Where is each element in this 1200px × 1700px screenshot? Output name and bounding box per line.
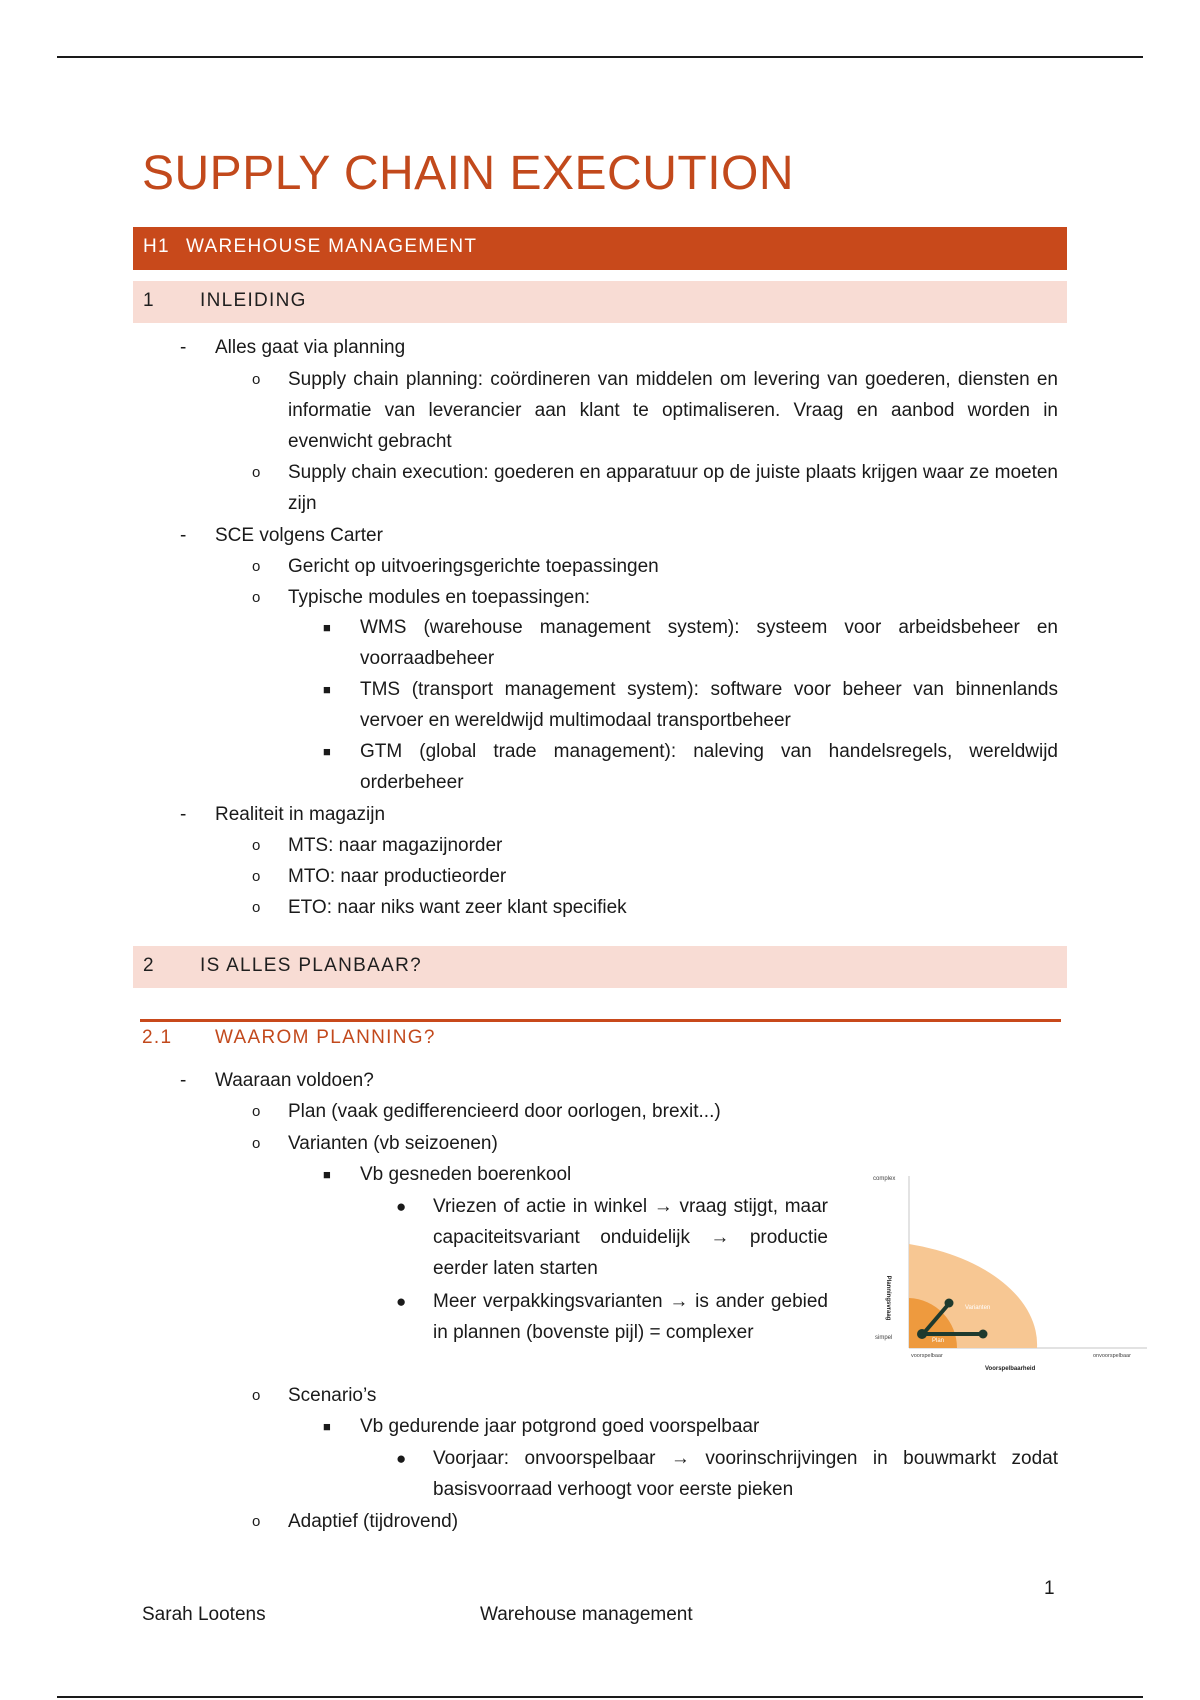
section-number: 1	[143, 290, 155, 311]
list-item: GTM (global trade management): naleving van handelsregels, wereldwijd orderbeheer	[360, 741, 1058, 793]
x-left-label: voorspelbaar	[911, 1353, 943, 1359]
circle-marker: o	[252, 1513, 261, 1530]
subsection-rule	[140, 1019, 1061, 1022]
list-item: Supply chain execution: goederen en apparatuur op de juiste plaats krijgen waar ze moeten zijn	[288, 462, 1059, 514]
square-marker: ■	[323, 682, 331, 697]
list-item: Vriezen of actie in winkel → vraag stijgt, maar capaciteitsvariant onduidelijk → productie eerder laten starten	[433, 1196, 828, 1279]
list-item: Voorjaar: onvoorspelbaar → voorinschrijvingen in bouwmarkt zodat basisvoorraad verhoogt voor eerste pieken	[433, 1448, 1058, 1500]
square-marker: ■	[323, 1419, 331, 1434]
list-item: Supply chain planning: coördineren van middelen om levering van goederen, diensten en informatie van leverancier aan klant te optimaliseren. Vraag en aanbod worden in evenwicht gebracht	[288, 369, 1058, 452]
list-item: Waaraan voldoen?	[215, 1070, 374, 1091]
dash-marker: -	[180, 525, 187, 546]
list-item: Gericht op uitvoeringsgerichte toepassingen	[288, 556, 659, 577]
circle-marker: o	[252, 1387, 261, 1404]
arrow-origin	[917, 1329, 927, 1339]
top-rule	[57, 56, 1143, 58]
page-title: SUPPLY CHAIN EXECUTION	[142, 147, 795, 200]
list-item: Vb gedurende jaar potgrond goed voorspelbaar	[360, 1416, 760, 1437]
x-axis-label: Voorspelbaarheid	[985, 1366, 1036, 1372]
region-label-varianten: Varianten	[965, 1305, 991, 1311]
circle-marker: o	[252, 589, 261, 606]
square-marker: ■	[323, 744, 331, 759]
square-marker: ■	[323, 1167, 331, 1182]
dash-marker: -	[180, 1070, 187, 1091]
label-complex: complex	[873, 1176, 896, 1182]
section-number: 2	[143, 955, 155, 976]
planning-predictability-figure	[865, 1158, 1165, 1376]
arrow-right-head	[979, 1330, 988, 1339]
x-right-label: onvoorspelbaar	[1093, 1353, 1131, 1359]
footer-chapter: Warehouse management	[480, 1604, 693, 1625]
bullet-marker: ●	[396, 1292, 407, 1311]
circle-marker: o	[252, 868, 261, 885]
dash-marker: -	[180, 337, 187, 358]
section-label: IS ALLES PLANBAAR?	[200, 955, 422, 976]
list-item: Plan (vaak gedifferencieerd door oorlogen, brexit...)	[288, 1101, 721, 1122]
bullet-marker: ●	[396, 1449, 407, 1468]
list-item: Adaptief (tijdrovend)	[288, 1511, 459, 1532]
circle-marker: o	[252, 837, 261, 854]
circle-marker: o	[252, 371, 261, 388]
subsection-label: WAAROM PLANNING?	[215, 1027, 436, 1048]
list-item: ETO: naar niks want zeer klant specifiek	[288, 897, 627, 918]
chapter-heading-bar	[133, 227, 1067, 270]
list-item: Meer verpakkingsvarianten → is ander gebied in plannen (bovenste pijl) = complexer	[433, 1291, 828, 1343]
list-item: WMS (warehouse management system): systeem voor arbeidsbeheer en voorraadbeheer	[360, 617, 1058, 669]
subsection-number: 2.1	[142, 1027, 173, 1048]
section-heading-1	[133, 281, 1067, 323]
circle-marker: o	[252, 899, 261, 916]
list-item: Typische modules en toepassingen:	[288, 587, 591, 608]
arrow-up-head	[945, 1299, 954, 1308]
circle-marker: o	[252, 464, 261, 481]
bottom-rule	[57, 1696, 1143, 1698]
label-simpel: simpel	[875, 1335, 893, 1341]
circle-marker: o	[252, 1103, 261, 1120]
footer-author: Sarah Lootens	[142, 1604, 266, 1625]
section-heading-2	[133, 946, 1067, 988]
dash-marker: -	[180, 804, 187, 825]
list-item: MTS: naar magazijnorder	[288, 835, 503, 856]
region-label-plan: Plan	[932, 1338, 945, 1344]
list-item: Scenario’s	[288, 1385, 377, 1406]
list-item: Alles gaat via planning	[215, 337, 406, 358]
list-item: SCE volgens Carter	[215, 525, 383, 546]
circle-marker: o	[252, 558, 261, 575]
chapter-label: WAREHOUSE MANAGEMENT	[186, 236, 478, 257]
square-marker: ■	[323, 620, 331, 635]
list-item: Varianten (vb seizoenen)	[288, 1133, 498, 1154]
list-item: Vb gesneden boerenkool	[360, 1164, 572, 1185]
chapter-number: H1	[143, 236, 170, 257]
page-number: 1	[1044, 1578, 1055, 1599]
y-axis-label: Planningsvraag	[885, 1275, 891, 1321]
list-item: Realiteit in magazijn	[215, 804, 386, 825]
section-label: INLEIDING	[200, 290, 307, 311]
list-item: MTO: naar productieorder	[288, 866, 507, 887]
bullet-marker: ●	[396, 1197, 407, 1216]
list-item: TMS (transport management system): software voor beheer van binnenlands vervoer en wereldwijd multimodaal transportbeheer	[360, 679, 1058, 731]
circle-marker: o	[252, 1135, 261, 1152]
